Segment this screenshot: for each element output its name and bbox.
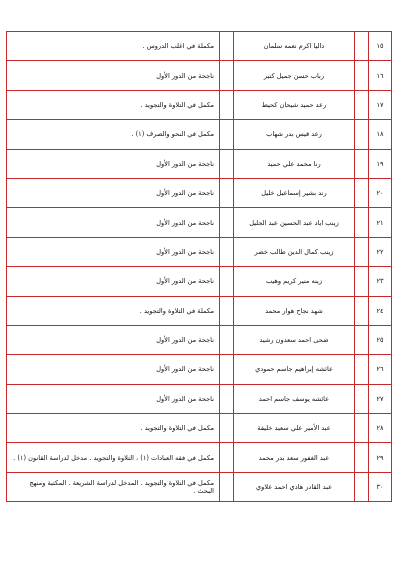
row-spacer <box>355 355 369 384</box>
row-spacer <box>220 267 234 296</box>
student-name: عائشه يوسف جاسم احمد <box>234 384 355 413</box>
result-status: ناجحة من الدور الأول <box>7 178 220 207</box>
row-number: ٢٩ <box>369 443 392 472</box>
row-spacer <box>220 443 234 472</box>
row-spacer <box>220 325 234 354</box>
row-spacer <box>355 149 369 178</box>
student-name: زينب كمال الدين طالب خضر <box>234 237 355 266</box>
result-status: ناجحة من الدور الأول <box>7 149 220 178</box>
row-number: ٣٠ <box>369 472 392 501</box>
student-name: ضحى احمد سعدون رشيد <box>234 325 355 354</box>
student-name: رعد حميد شيحان كحيط <box>234 90 355 119</box>
student-name: رعد قيس بدر شهاب <box>234 120 355 149</box>
row-number: ١٩ <box>369 149 392 178</box>
result-status: مكملة في اغلب الدروس . <box>7 32 220 61</box>
row-spacer <box>355 208 369 237</box>
row-spacer <box>220 149 234 178</box>
row-spacer <box>355 120 369 149</box>
row-spacer <box>220 414 234 443</box>
row-spacer <box>355 267 369 296</box>
row-number: ١٧ <box>369 90 392 119</box>
student-name: زينه منير كريم وهيب <box>234 267 355 296</box>
student-name: عبد القادر هادي احمد علاوي <box>234 472 355 501</box>
row-number: ٢٣ <box>369 267 392 296</box>
student-name: رند بشير إسماعيل خليل <box>234 178 355 207</box>
row-spacer <box>355 414 369 443</box>
table-row <box>7 325 392 354</box>
table-row <box>7 90 392 119</box>
result-status: ناجحة من الدور الأول <box>7 355 220 384</box>
row-spacer <box>355 296 369 325</box>
row-number: ٢٢ <box>369 237 392 266</box>
student-rows <box>7 32 392 502</box>
student-name: رباب حسن جميل كتبر <box>234 61 355 90</box>
result-status: مكمل في التلاوة والتجويد . <box>7 90 220 119</box>
table-row <box>7 178 392 207</box>
student-name: شهد نجاح هوار محمد <box>234 296 355 325</box>
table-row <box>7 208 392 237</box>
row-number: ١٨ <box>369 120 392 149</box>
table-row <box>7 472 392 501</box>
table-row <box>7 355 392 384</box>
result-status: مكمل في التلاوة والتجويد . المدخل لدراسة الشريعة . المكتبة ومنهج البحث . <box>7 472 220 501</box>
table-row <box>7 384 392 413</box>
row-spacer <box>220 237 234 266</box>
row-spacer <box>220 355 234 384</box>
student-name: رنا محمد علي حميد <box>234 149 355 178</box>
row-spacer <box>355 443 369 472</box>
row-spacer <box>220 208 234 237</box>
row-spacer <box>220 120 234 149</box>
row-spacer <box>220 384 234 413</box>
table-row <box>7 443 392 472</box>
table-row <box>7 237 392 266</box>
table-row <box>7 61 392 90</box>
row-number: ٢٨ <box>369 414 392 443</box>
row-number: ٢٠ <box>369 178 392 207</box>
row-spacer <box>355 61 369 90</box>
row-number: ٢٦ <box>369 355 392 384</box>
result-status: ناجحة من الدور الأول <box>7 237 220 266</box>
table-row <box>7 32 392 61</box>
row-spacer <box>355 472 369 501</box>
row-spacer <box>220 178 234 207</box>
student-name: داليا اكرم نعمه سلمان <box>234 32 355 61</box>
result-status: مكمل في النحو والصرف (١) . <box>7 120 220 149</box>
row-number: ٢٧ <box>369 384 392 413</box>
row-number: ٢٥ <box>369 325 392 354</box>
student-name: عبد الغفور سعد بدر محمد <box>234 443 355 472</box>
result-status: مكملة في التلاوة والتجويد . <box>7 296 220 325</box>
student-name: عبد الأمير علي سعيد خليفة <box>234 414 355 443</box>
row-spacer <box>220 472 234 501</box>
table-row <box>7 149 392 178</box>
table-row <box>7 296 392 325</box>
result-status: ناجحة من الدور الأول <box>7 384 220 413</box>
result-status: ناجحة من الدور الأول <box>7 208 220 237</box>
row-spacer <box>355 178 369 207</box>
row-spacer <box>355 90 369 119</box>
row-spacer <box>220 32 234 61</box>
result-status: ناجحة من الدور الأول <box>7 325 220 354</box>
row-spacer <box>220 90 234 119</box>
row-spacer <box>220 61 234 90</box>
row-spacer <box>355 237 369 266</box>
student-results-table <box>6 31 392 502</box>
row-spacer <box>355 384 369 413</box>
row-spacer <box>355 325 369 354</box>
row-spacer <box>355 32 369 61</box>
student-name: عائشه إبراهيم جاسم حمودي <box>234 355 355 384</box>
result-status: ناجحة من الدور الأول <box>7 61 220 90</box>
row-number: ١٥ <box>369 32 392 61</box>
row-number: ٢٤ <box>369 296 392 325</box>
result-status: مكمل في التلاوة والتجويد . <box>7 414 220 443</box>
row-spacer <box>220 296 234 325</box>
result-status: مكمل في فقه العبادات (١) ، التلاوة والتجويد . مدخل لدراسة القانون (١) . <box>7 443 220 472</box>
row-number: ١٦ <box>369 61 392 90</box>
table-row <box>7 267 392 296</box>
table-row <box>7 120 392 149</box>
table-row <box>7 414 392 443</box>
student-name: زينب اياد عبد الحسين عبد الجليل <box>234 208 355 237</box>
row-number: ٢١ <box>369 208 392 237</box>
result-status: ناجحة من الدور الأول <box>7 267 220 296</box>
